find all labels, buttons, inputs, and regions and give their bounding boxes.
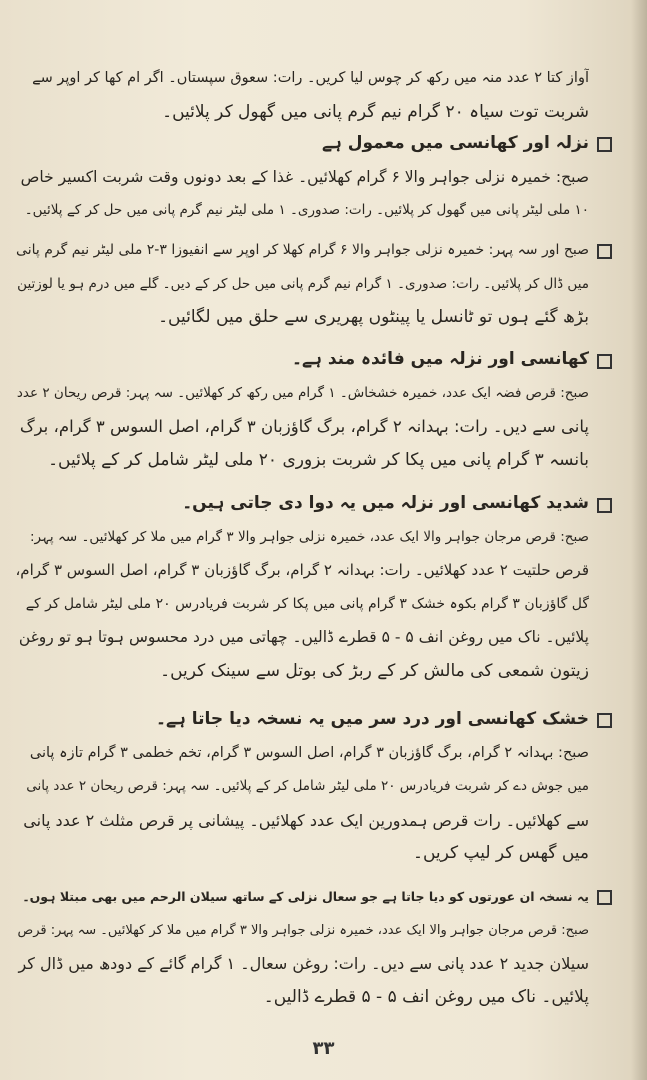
checkbox-section-1[interactable] [597,137,612,152]
text-line: صبح اور سہ پہر: خمیرہ نزلی جواہر والا ۶ گرام کھلا کر اوپر سے انفیوزا ۳-۲ ملی لیٹر نیم گرم پانی [16,242,589,258]
text-line: پلائیں۔ ناک میں روغن انف ۵ - ۵ قطرے ڈالیں۔ [263,986,589,1007]
text-line: گل گاؤزبان ۳ گرام بکوہ خشک ۳ گرام پانی میں پکا کر شربت فریادرس ۲۰ ملی لیٹر شامل کر کے [25,595,589,612]
text-line: میں جوش دے کر شربت فریادرس ۲۰ ملی لیٹر شامل کر کے پلائیں۔ سہ پہر: قرص ریحان ۲ عدد پانی [26,778,589,794]
text-line: میں ڈال کر پلائیں۔ رات: صدوری۔ ۱ گرام نیم گرم پانی میں حل کر کے دیں۔ گلے میں درم ہو یا لوزتین [17,275,589,292]
text-line: صبح: بہدانہ ۲ گرام، برگ گاؤزبان ۳ گرام، اصل السوس ۳ گرام، تخم خطمی ۳ گرام تازہ پانی [29,744,589,761]
text-line: صبح: قرص مرجان جواہر والا ایک عدد، خمیرہ نزلی جواہر والا ۳ گرام میں ملا کر کھلائیں۔ سہ پہر: قرص [17,922,589,938]
page-edge-shadow [631,0,647,1080]
section-heading: شدید کھانسی اور نزلہ میں یہ دوا دی جاتی ہیں۔ [182,493,589,513]
checkbox-section-6[interactable] [597,890,612,905]
section-4 [14,487,589,688]
text-line: ۱۰ ملی لیٹر پانی میں گھول کر پلائیں۔ رات: صدوری۔ ۱ ملی لیٹر نیم گرم پانی میں حل کر کے پلائیں۔ [24,202,589,218]
text-line: شربت توت سیاہ ۲۰ گرام نیم گرم پانی میں گھول کر پلائیں۔ [162,101,589,122]
text-line: صبح: قرص فضہ ایک عدد، خمیرہ خشخاش۔ ۱ گرام میں رکھ کر کھلائیں۔ سہ پہر: قرص ریحان ۲ عدد [16,384,589,401]
text-line: سیلان جدید ۲ عدد پانی سے دیں۔ رات: روغن سعال۔ ۱ گرام گائے کے دودھ میں ڈال کر [18,954,589,973]
section-6 [14,880,589,1014]
text-line: صبح: قرص مرجان جواہر والا ایک عدد، خمیرہ نزلی جواہر والا ۳ گرام میں ملا کر کھلائیں۔ سہ پہر: [30,528,589,545]
text-line: صبح: خمیرہ نزلی جواہر والا ۶ گرام کھلائیں۔ غذا کے بعد دونوں وقت شربت اکسیر خاص [20,167,589,186]
text-line: میں گھس کر لیپ کریں۔ [413,843,589,863]
section-heading: یہ نسخہ ان عورتوں کو دیا جاتا ہے جو سعال نزلی کے ساتھ سیلان الرحم میں بھی مبتلا ہوں۔ [22,889,589,904]
text-line: پلائیں۔ ناک میں روغن انف ۵ - ۵ قطرے ڈالیں۔ چھاتی میں درد محسوس ہوتا ہو تو روغن [18,628,589,646]
checkbox-section-5[interactable] [597,713,612,728]
text-line: سے کھلائیں۔ رات قرص ہمدورین ایک عدد کھلائیں۔ پیشانی پر قرص مثلث ۲ عدد پانی [23,810,589,830]
text-line: زیتون شمعی کی مالش کر کے ربڑ کی بوتل سے سینک کریں۔ [160,660,589,681]
section-2 [14,234,589,335]
text-line: بڑھ گئے ہوں تو ٹانسل یا پینٹوں پھریری سے حلق میں لگائیں۔ [158,307,589,327]
text-line: قرص حلتیت ۲ عدد کھلائیں۔ رات: بہدانہ ۲ گرام، برگ گاؤزبان ۳ گرام، اصل السوس ۳ گرام، [15,561,589,579]
checkbox-section-2[interactable] [597,244,612,259]
text-line: پانی سے دیں۔ رات: بہدانہ ۲ گرام، برگ گاؤزبان ۳ گرام، اصل السوس ۳ گرام، برگ [19,417,589,436]
intro-paragraph [14,62,589,129]
section-5 [14,703,589,871]
checkbox-section-3[interactable] [597,354,612,369]
text-line: آواز کتا ۲ عدد منہ میں رکھ کر چوس لیا کریں۔ رات: سعوق سپستاں۔ اگر ام کھا کر اوپر سے [32,70,589,86]
section-heading: نزلہ اور کھانسی میں معمول ہے [321,133,589,153]
section-3 [14,343,589,477]
text-line: بانسہ ۳ گرام پانی میں پکا کر شربت بزوری ۲۰ ملی لیٹر شامل کر کے پلائیں۔ [48,449,589,470]
section-1 [14,127,589,228]
page-number: ۳۳ [312,1038,335,1059]
checkbox-section-4[interactable] [597,498,612,513]
section-heading: خشک کھانسی اور درد سر میں یہ نسخہ دیا جاتا ہے۔ [155,709,589,729]
section-heading: کھانسی اور نزلہ میں فائدہ مند ہے۔ [292,349,589,369]
